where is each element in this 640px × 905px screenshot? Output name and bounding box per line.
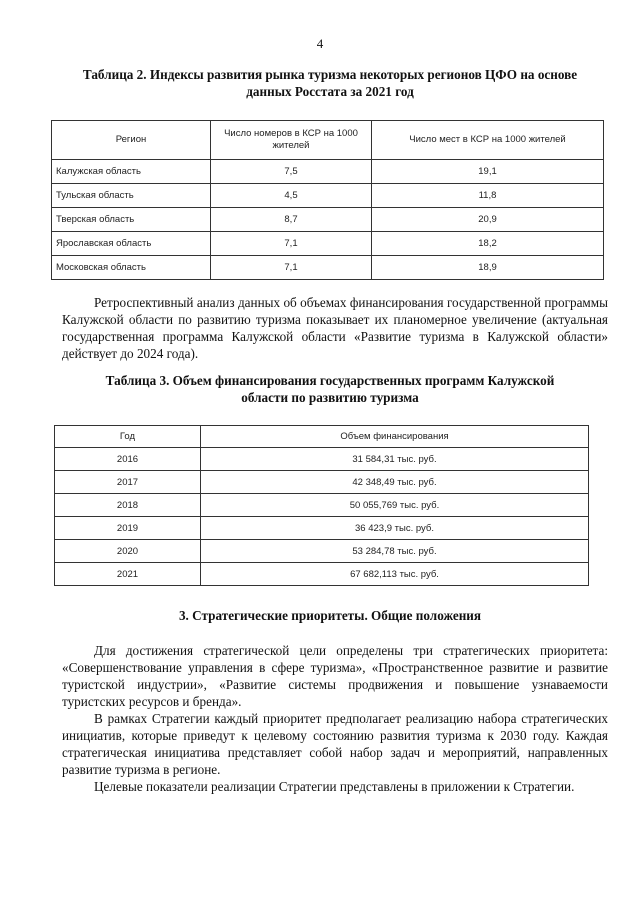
table-row (55, 471, 589, 494)
table3-cell-funding: 67 682,113 тыс. руб. (201, 563, 589, 586)
table3-cell-funding: 31 584,31 тыс. руб. (201, 448, 589, 471)
table2-cell-region: Тульская область (52, 184, 211, 208)
table3-cell-year: 2019 (55, 517, 201, 540)
table3-caption-line1: Таблица 3. Объем финансирования государственных программ Калужской (105, 373, 555, 388)
table-row (55, 563, 589, 586)
section-title: 3. Стратегические приоритеты. Общие положения (178, 608, 482, 623)
table2-caption-line2: данных Росстата за 2021 год (246, 84, 414, 99)
table-row (55, 448, 589, 471)
table3-cell-year: 2021 (55, 563, 201, 586)
table2-cell-region: Тверская область (52, 208, 211, 232)
table2-caption-line1: Таблица 2. Индексы развития рынка туризма некоторых регионов ЦФО на основе (82, 67, 578, 82)
table2-header-region: Регион (52, 121, 211, 160)
table2-cell-rooms: 7,1 (211, 256, 372, 280)
paragraph-priorities: Для достижения стратегической цели определены три стратегических приоритета: «Совершенствование управления в сфере туризма», «Пространственное развитие и развитие туристской индустрии», «Развитие системы продвижения и повышение узнаваемости туристских ресурсов и бренда». (62, 643, 608, 709)
table3-cell-funding: 36 423,9 тыс. руб. (201, 517, 589, 540)
page-number: 4 (316, 36, 324, 51)
table3-cell-funding: 42 348,49 тыс. руб. (201, 471, 589, 494)
table-row (55, 517, 589, 540)
table2-cell-region: Ярославская область (52, 232, 211, 256)
paragraph-initiatives: В рамках Стратегии каждый приоритет предполагает реализацию набора стратегических инициатив, которые приведут к целевому состоянию развития туризма к 2030 году. Каждая стратегическая инициатива представляет собой набор задач и мероприятий, направленных развитие туризма в регионе. (62, 711, 608, 777)
table3-cell-year: 2018 (55, 494, 201, 517)
table2-cell-region: Калужская область (52, 160, 211, 184)
table2-cell-region: Московская область (52, 256, 211, 280)
table3-header-row (55, 426, 589, 448)
table2-header-rooms: Число номеров в КСР на 1000 жителей (211, 121, 372, 160)
table-row (55, 494, 589, 517)
table-row (55, 540, 589, 563)
table3-caption-line2: области по развитию туризма (241, 390, 419, 405)
table2-caption (60, 66, 600, 100)
table-row (52, 232, 604, 256)
table-row (52, 256, 604, 280)
table2-cell-beds: 18,9 (372, 256, 604, 280)
table2-cell-beds: 11,8 (372, 184, 604, 208)
table2-cell-beds: 20,9 (372, 208, 604, 232)
table-row (52, 208, 604, 232)
table-row (52, 160, 604, 184)
table-row (52, 184, 604, 208)
table2-cell-rooms: 7,1 (211, 232, 372, 256)
table3-cell-funding: 50 055,769 тыс. руб. (201, 494, 589, 517)
table2-cell-rooms: 7,5 (211, 160, 372, 184)
paragraph-targets: Целевые показатели реализации Стратегии представлены в приложении к Стратегии. (94, 779, 575, 794)
table2-cell-rooms: 8,7 (211, 208, 372, 232)
table2-header-beds: Число мест в КСР на 1000 жителей (372, 121, 604, 160)
table3-cell-funding: 53 284,78 тыс. руб. (201, 540, 589, 563)
table3-cell-year: 2016 (55, 448, 201, 471)
table2-header-row (52, 121, 604, 160)
table3-header-year: Год (55, 426, 201, 448)
paragraph-retrospective: Ретроспективный анализ данных об объемах финансирования государственной программы Калужской области по развитию туризма показывает их планомерное увеличение (актуальная государственная программа Калужской области «Развитие туризма в Калужской области» действует до 2024 года). (62, 295, 608, 361)
table2-cell-rooms: 4,5 (211, 184, 372, 208)
table3 (54, 425, 589, 586)
table3-cell-year: 2020 (55, 540, 201, 563)
table2-cell-beds: 19,1 (372, 160, 604, 184)
table2-cell-beds: 18,2 (372, 232, 604, 256)
table3-caption (60, 372, 600, 406)
table3-cell-year: 2017 (55, 471, 201, 494)
table2 (51, 120, 604, 280)
table3-header-funding: Объем финансирования (201, 426, 589, 448)
